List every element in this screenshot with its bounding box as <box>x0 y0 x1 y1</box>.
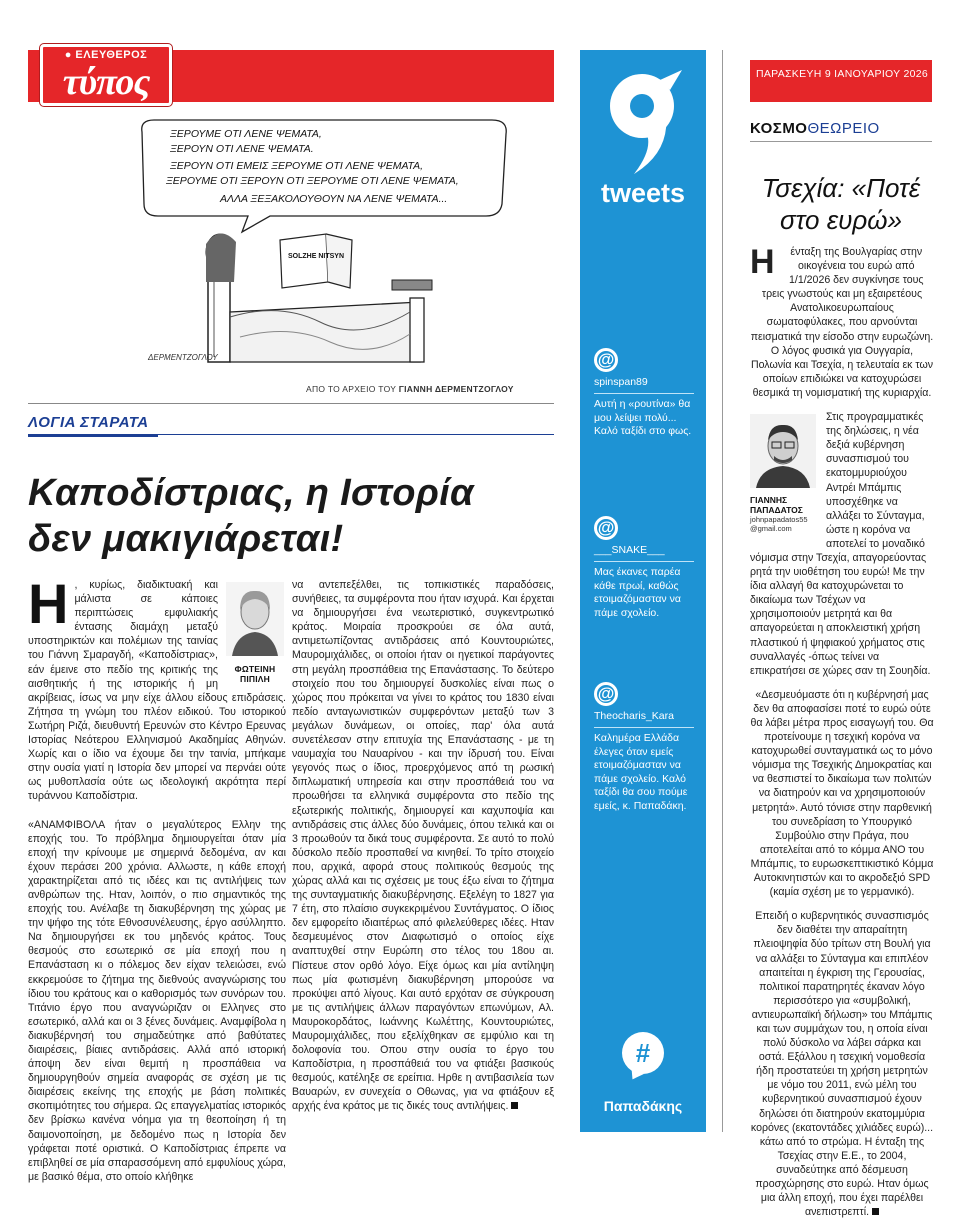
speech-line: ΞΕΡΟΥΜΕ ΟΤΙ ΞΕΡΟΥΝ ΟΤΙ ΞΕΡΟΥΜΕ ΟΤΙ ΛΕΝΕ ΨΕΜΑΤΑ, <box>166 175 459 187</box>
article-paragraph: «ΑΝΑΜΦΙΒΟΛΑ ήταν ο μεγαλύτερος Ελλην της εποχής του. Το πρόβλημα δημιουργείται όταν μία εποχή την κρίνουμε με σημερινά δεδομένα, αν και έχουν περάσει 200 χρόνια. Αλλωστε, η κάθε εποχή χαρακτηρίζεται από τις ιδέες και τις αντιλήψεις των ανθρώπων της. Ηταν, λοιπόν, ο πιο σημαντικός της εποχής του. Ανέλαβε τη διακυβέρνηση της χώρας με την ψήφο της τότε Εθνοσυνέλευσης, έργο ασύλληπτο. Να δημιουργήσει εκ του μηδενός κράτος. Τους θεσμούς στο εσωτερικό σε μία εποχή που η Επανάσταση κι ο πόλεμος δεν είχαν τελειώσει, ενώ εκκρεμούσε το ζήτημα της διεθνούς αναγνώρισης του ίδιου του κράτους και ο καθορισμός των συνόρων του. Τιτάνιο έργο που αναγνώριζαν οι Ελληνες στο εσωτερικό, αλλά και οι 3 ξένες δυνάμεις. Αναμφίβολα η διακυβέρνησή του σημαδεύτηκε από βαθύτατες διαιρέσεις, βίαιες αντιδράσεις. Αλλά από ιστορική άποψη δεν είναι θεμιτή η προσπάθεια να δημιουργηθούν σημεία αναφοράς σε σχέση με τις διαιρέσεις εκείνης της εποχής με βάση πολιτικές σκοπιμότητες του σήμερα. Ως επαγγελματίας ιστορικός δεν βρίσκω κανένα νόημα για τη θεοποίηση ή τη δαιμονοποίηση, με δεδομένο πως η Ιστορία δεν γράφεται ποτέ οριστικά. Ο Καποδίστριας έπρεπε να επιβληθεί σε μία σπαρασσόμενη από εμφυλίους χώρα, με βασικό θέμα, στο οποίο κλήθηκε <box>28 818 286 1183</box>
logo-top-text: ● ΕΛΕΥΘΕΡΟΣ <box>64 49 148 61</box>
author-name: ΓΙΑΝΝΗΣ ΠΑΠΑΔΑΤΟΣ <box>750 495 803 516</box>
nightstand <box>392 280 432 290</box>
right-article-body <box>750 243 934 1219</box>
speech-line: ΞΕΡΟΥΜΕ ΟΤΙ ΛΕΝΕ ΨΕΜΑΤΑ, <box>170 128 322 140</box>
credit-name: ΓΙΑΝΝΗ ΔΕΡΜΕΝΤΖΟΓΛΟΥ <box>398 384 514 394</box>
tweet-text: Αυτή η «ρουτίνα» θα μου λείψει πολύ... Καλό ταξίδι στο φως. <box>594 398 692 437</box>
issue-date: ΠΑΡΑΣΚΕΥΗ 9 ΙΑΝΟΥΑΡΙΟΥ 2026 <box>756 68 929 80</box>
section-label-light: ΘΕΩΡΕΙΟ <box>807 120 880 137</box>
credit-prefix: ΑΠΟ ΤΟ ΑΡΧΕΙΟ ΤΟΥ <box>306 384 399 394</box>
bed-footboard <box>410 298 424 362</box>
article-paragraph: ένταξη της Βουλγαρίας στην οικογένεια του ευρώ από 1/1/2026 δεν συγκίνησε τους τρεις γνωστούς και μη εξαιρετέους Ανατολικοευρωπαίους σωματοφύλακες, που αρνούνται πεισματικά την είσοδο στην ευρωζώνη. Ο λόγος φυσικά για Ουγγαρία, Πολωνία και Τσεχία, η τελευταία εκ των οποίων επιδιώκει να κατοχυρώσει θεσμικά τη νομισματική της κυριαρχία. <box>750 246 934 399</box>
cartoon-credit <box>306 384 554 394</box>
speech-line: ΑΛΛΑ ΞΕΞΑΚΟΛΟΥΘΟΥΝ ΝΑ ΛΕΝΕ ΨΕΜΑΤΑ... <box>220 193 448 205</box>
paragraph-text: Επειδή ο κυβερνητικός συνασπισμός δεν διαθέτει την απαραίτητη πλειοψηφία δύο τρίτων στη Βουλή για να αλλάξει το Σύνταγμα και επιπλέον απαιτείται η έγκριση της Γερουσίας, πολιτικοί παρατηρητές έκαναν λόγο περισσότερο για «συμβολική, αντιευρωπαϊκή δήλωση» του Μπάμπις και των συμμάχων του, η οποία είναι πολύ δύσκολο να λάβει σάρκα και οστά. Εξάλλου η τσεχική νομοθεσία ήδη προστατεύει τη χρήση μετρητών με νόμο του 2011, ενώ μέλη του κυβερνητικού συνασπισμού έχουν δηλώσει ότι διατηρούν εκατομμύρια κορόνες (εκατοντάδες χιλιάδες ευρώ)... κάτω από το στρώμα. Η ένταξη της Τσεχίας στην Ε.Ε., το 2004, συναδεύτηκε από δέσμευση προσχώρησης στο ευρώ. Ηταν όμως μια άλλη εποχή, που έχει παρέλθει ανεπιστρεπτί. <box>750 910 934 1219</box>
at-icon: @ <box>594 348 618 372</box>
dropcap: Η <box>28 572 69 635</box>
end-mark <box>872 1208 879 1215</box>
article-headline <box>28 470 554 562</box>
date-bar <box>750 60 932 102</box>
hashtag-icon: # <box>622 1032 664 1074</box>
column-label: ΛΟΓΙΑ ΣΤΑΡΑΤΑ <box>28 414 149 431</box>
at-icon: @ <box>594 682 618 706</box>
tweets-title: tweets <box>600 178 686 208</box>
divider <box>28 403 554 404</box>
hashtag-name: Παπαδάκης <box>603 1098 683 1114</box>
newspaper-logo <box>40 44 172 106</box>
bed-headboard <box>208 270 230 362</box>
article-paragraph: , κυρίως, διαδικτυακή και μάλιστα σε κάποιες περιπτώσεις εμφυλιακής έντασης διαμάχη μεταξύ υποστηρικτών και πολέμιων της ταινίας του Γιάννη Σμαραγδή, «Καποδίστριας», εάν έμεινε στο πεδίο της κριτικής της αισθητικής ή της ιστορικής ή μη ακρίβειας, ίσως να μην είχε άλλου είδους επιδράσεις. Ζήτησα τη γνώμη του πλέον ειδικού. Του ιστορικού Σωτήρη Ριζά, διευθυντή Ερευνών στο Κέντρο Ερευνας Ιστορίας Νεότερου Ελληνισμού Ακαδημίας Αθηνών. Χωρίς και ο ίδιο να έχουμε δει την ταινία, μπήκαμε στην ουσία γιατί η Ιστορία δεν μπορεί να περνάει ούτε ως μυθοπλασία ούτε ως ιδεολογική ακρότητα περί τυράννου Καποδίστρια. <box>28 579 286 803</box>
author-photo <box>750 414 816 488</box>
tweet-handle: spinspan89 <box>594 376 648 388</box>
tweet-handle: ___SNAKE___ <box>594 544 665 556</box>
right-headline <box>736 172 946 236</box>
dropcap: Η <box>750 243 775 281</box>
cartoon-illustration <box>120 112 520 374</box>
divider <box>594 561 694 562</box>
tweet-item <box>594 348 700 439</box>
section-label <box>750 120 880 137</box>
tweet-item <box>594 682 700 813</box>
tweets-column <box>580 50 706 1132</box>
article-column-2 <box>292 578 554 1118</box>
section-label-bold: ΚΟΣΜΟ <box>750 120 808 137</box>
tweet-text: Καλημέρα Ελλάδα έλεγες όταν εμείς ετοιμαζόμασταν να πάμε σχολείο. Καλό ταξίδι θα σου πούμε εμείς, κ. Παπαδάκη. <box>594 732 688 812</box>
speech-line: ΞΕΡΟΥΝ ΟΤΙ ΛΕΝΕ ΨΕΜΑΤΑ. <box>170 143 314 155</box>
author-box <box>224 582 286 684</box>
headline-line: δεν μακιγιάρεται! <box>28 518 344 560</box>
author-photo <box>226 582 284 656</box>
article-paragraph <box>750 909 934 1219</box>
headline-line: Τσεχία: «Ποτέ <box>761 173 921 203</box>
speech-line: ΞΕΡΟΥΝ ΟΤΙ ΕΜΕΙΣ ΞΕΡΟΥΜΕ ΟΤΙ ΛΕΝΕ ΨΕΜΑΤΑ, <box>170 160 424 172</box>
divider <box>594 393 694 394</box>
tweet-text: Μας έκανες παρέα κάθε πρωί, καθώς ετοιμαζόμασταν να πάμε σχολείο. <box>594 566 681 619</box>
column-label-rule <box>28 434 158 437</box>
author-name: ΦΩΤΕΙΝΗ ΠΙΠΙΛΗ <box>234 664 276 685</box>
divider <box>594 727 694 728</box>
end-mark <box>511 1102 518 1109</box>
divider <box>722 50 723 1132</box>
tweet-handle: Theocharis_Kara <box>594 710 674 722</box>
article-paragraph: Στις προγραμματικές της δηλώσεις, η νέα δεξιά κυβέρνηση συνασπισμού του εκατομμυριούχου Αντρέι Μπάμπις υποσχέθηκε να αλλάξει το Σύνταγμα, ώστε η κορόνα να αποτελεί το μοναδικό νόμισμα στην Τσεχία, απαγορεύοντας ρητά την υιοθέτηση του ευρώ! Με την ίδια αλλαγή θα κατοχυρώνεται το δικαίωμα των Τσέχων να χρησιμοποιούν μετρητά και θα απαγορεύεται η αποκλειστική χρήση πλαστικού ή ψηφιακού χρήματος στις συναλλαγές -όπως τείνει να επικρατήσει σε χώρες σαν τη Σουηδία. <box>750 411 931 677</box>
cartoon-signature: ΔΕΡΜΕΝΤΖΟΓΛΟΥ <box>148 353 218 362</box>
author-box <box>750 414 820 533</box>
at-icon: @ <box>594 516 618 540</box>
book-title: SOLZHE NITSYN <box>288 253 345 260</box>
headline-line: στο ευρώ» <box>779 205 903 235</box>
article-paragraph: «Δεσμευόμαστε ότι η κυβέρνησή μας δεν θα αποφασίσει ποτέ το ευρώ ούτε θα λάβει μέτρα προς εισαγωγή του. Θα προτείνουμε η τσεχική κορόνα να κατοχυρωθεί συνταγματικά ως το μόνο νόμισμα της Τσεχικής Δημοκρατίας και να θεσπιστεί το δικαίωμα των πολιτών να διατηρούν και να χρησιμοποιούν μετρητά». Αυτό τόνισε στην παρθενική του συνεδρίαση το Υπουργικό Συμβούλιο στην Πράγα, που αποτελείται από το κόμμα ΑΝΟ του Μπάμπις, το ευρωσκεπτικιστικό Κόμμα Αυτοκινητιστών και το ακροδεξιό SPD (καμία σχέση με το γερμανικό). <box>750 688 934 899</box>
author-row <box>750 410 934 678</box>
logo-main-text: τύπος <box>62 61 150 103</box>
headline-line: Καποδίστριας, η Ιστορία <box>28 472 474 514</box>
book <box>280 234 328 288</box>
tweet-item <box>594 516 700 620</box>
article-column-1 <box>28 572 286 1183</box>
divider <box>750 141 932 142</box>
article-paragraph: να αντεπεξέλθει, τις τοπικιστικές παραδόσεις, συνήθειες, τα συμφέροντα που ήταν ισχυρά. Και έρχεται να δημιουργήσει ένα νεωτεριστικό, συγκεντρωτικό κράτος. Μοιραία προσκρούει σε όλα αυτά, αντιμετωπίζοντας αντιδράσεις από Κουντουριώτες, Μαυρομιχάλιδες, οι οποίοι ήταν οι ηγετικοί παράγοντες στη μεγάλη προσπάθεια της Επανάστασης. Το δεύτερο στοιχείο που του δημιουργεί δυσκολίες είναι πως ο χώρος που πρόκειται να γίνει το κράτος του 1830 είναι πεδίο ανταγωνιστικών συμφερόντων μεταξύ των 3 μεγάλων δυνάμεων, οι οποίες, παρ' όλα αυτά συνετέλεσαν στην επιτυχία της Επανάστασης - με τη ναυμαχία του Ναυαρίνου - και την ίδρυσή του. Είναι γεγονός πως ο ίδιος, προερχόμενος από τη ρωσική διπλωματική υπηρεσία και στην προσπάθειά του να προωθήσει τα ελληνικά συμφέροντα στο πεδίο της εξωτερικής πολιτικής, δημιουργεί και καχυποψία και αντιδράσεις στις άλλες δύο δυνάμεις, όπου τελικά και οι 3 προωθούν τα δικά τους συμφέροντα. Σε αυτό το πολύ δύσκολο πεδίο προσπαθεί να κινηθεί. Το τρίτο στοιχείο που, αρχικά, αφορά στους πολιτικούς θεσμούς της χώρας αλλά και τις σχέσεις με τους έξω είναι το ζήτημα της συνταγματικής διακυβέρνησης. Εξελέγη το 1827 για 7 έτη, στο πλαίσιο συγκεκριμένου Συντάγματος. Ο ίδιος δεν εμφορείτο ιδιαιτέρως από φιλελεύθερες ιδέες. Ηταν δεσμευμένος στον Διαφωτισμό ο οποίος είχε αναπτυχθεί στην Ευρώπη στο τέλος του 18ου αι. Πίστευε στον ορθό λόγο. Είχε όμως και μία αντίληψη πως μία φωτισμένη διακυβέρνηση μπορούσε να προκύψει από λίγους. Και αυτό ερχόταν σε σύγκρουση με τις αντιλήψεις άλλων παραγόντων επωνύμων, Αλ. Μαυροκορδάτος, Ιωάννης Κωλέττης, Κουντουριώτες, Μαυρομιχάλιδες, που εξελίχθηκαν σε εμφύλιο και τη δολοφονία του. Οπου στην ουσία το έργο του Καποδίστρια, η προσπάθειά του να φτιάξει βασικούς θεσμούς, κατέληξε σε ερείπια. Ηρθε η αντιβασιλεία των Βαυαρών, εν συνεχεία ο Οθωνας, για να φτιάξουν εξ αρχής ένα κράτος με τις δικές τους αντιλήψεις. <box>292 579 554 1113</box>
tweet-bird-icon <box>596 62 688 182</box>
author-email: johnpapadatos55 @gmail.com <box>750 515 808 534</box>
